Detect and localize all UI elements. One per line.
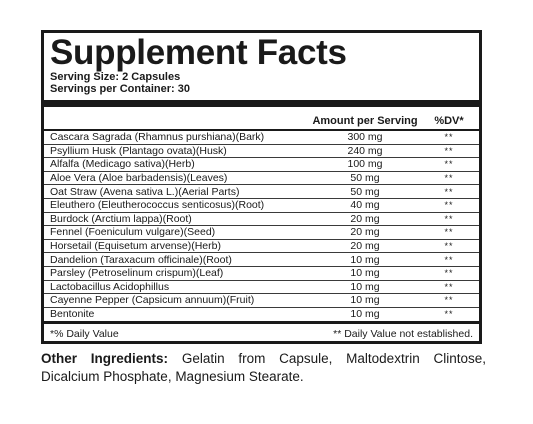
ingredient-amount: 10 mg	[350, 280, 380, 293]
ingredient-amount: 10 mg	[350, 253, 380, 266]
header-dv: %DV*	[434, 115, 464, 127]
table-row	[44, 226, 479, 240]
footnote-not-established: ** Daily Value not established.	[333, 327, 473, 340]
ingredient-dv: **	[444, 200, 454, 211]
panel-title: Supplement Facts	[50, 33, 347, 72]
table-row	[44, 281, 479, 295]
servings-per-container: Servings per Container: 30	[50, 83, 190, 95]
table-row	[44, 294, 479, 308]
table-header	[44, 107, 479, 131]
other-ingredients-text: Gelatin from Capsule, Maltodextrin Clintose, Dicalcium Phosphate, Magnesium Stearate.	[41, 351, 486, 384]
ingredient-amount: 10 mg	[350, 308, 380, 321]
footnote	[50, 328, 473, 340]
ingredient-dv: **	[444, 227, 454, 238]
ingredient-dv: **	[444, 295, 454, 306]
ingredient-dv: **	[444, 241, 454, 252]
ingredient-dv: **	[444, 309, 454, 320]
header-amount: Amount per Serving	[312, 115, 418, 127]
ingredient-name: Psyllium Husk (Plantago ovata)(Husk)	[50, 144, 227, 157]
ingredient-name: Aloe Vera (Aloe barbadensis)(Leaves)	[50, 172, 228, 185]
ingredient-amount: 50 mg	[350, 172, 380, 185]
ingredient-name: Cascara Sagrada (Rhamnus purshiana)(Bark)	[50, 131, 265, 144]
ingredient-dv: **	[444, 254, 454, 265]
ingredient-dv: **	[444, 213, 454, 224]
ingredient-amount: 20 mg	[350, 212, 380, 225]
ingredient-dv: **	[444, 186, 454, 197]
serving-size: Serving Size: 2 Capsules	[50, 71, 181, 83]
ingredient-name: Horsetail (Equisetum arvense)(Herb)	[50, 240, 221, 253]
ingredient-name: Burdock (Arctium lappa)(Root)	[50, 212, 192, 225]
table-row	[44, 240, 479, 254]
table-row	[44, 172, 479, 186]
ingredient-name: Eleuthero (Eleutherococcus senticosus)(Root)	[50, 199, 265, 212]
other-ingredients-label: Other Ingredients:	[41, 351, 169, 366]
ingredient-amount: 50 mg	[350, 185, 380, 198]
ingredient-amount: 100 mg	[347, 158, 383, 171]
ingredient-amount: 240 mg	[347, 144, 383, 157]
table-row	[44, 199, 479, 213]
ingredient-dv: **	[444, 173, 454, 184]
table-row	[44, 267, 479, 281]
ingredient-amount: 40 mg	[350, 199, 380, 212]
supplement-facts-panel	[41, 30, 482, 344]
ingredient-name: Bentonite	[50, 308, 95, 321]
ingredient-name: Oat Straw (Avena sativa L.)(Aerial Parts)	[50, 185, 240, 198]
ingredient-amount: 300 mg	[347, 131, 383, 144]
ingredient-table	[50, 131, 473, 324]
table-row	[44, 158, 479, 172]
footnote-daily-value: *% Daily Value	[50, 327, 119, 340]
ingredient-dv: **	[444, 268, 454, 279]
ingredient-amount: 20 mg	[350, 226, 380, 239]
ingredient-name: Lactobacillus Acidophillus	[50, 280, 170, 293]
table-row	[44, 308, 479, 324]
table-row	[44, 145, 479, 159]
ingredient-amount: 10 mg	[350, 267, 380, 280]
ingredient-amount: 10 mg	[350, 294, 380, 307]
thick-divider	[44, 100, 479, 107]
other-ingredients	[41, 350, 486, 386]
table-row	[44, 131, 479, 145]
ingredient-name: Fennel (Foeniculum vulgare)(Seed)	[50, 226, 216, 239]
ingredient-amount: 20 mg	[350, 240, 380, 253]
ingredient-name: Dandelion (Taraxacum officinale)(Root)	[50, 253, 232, 266]
ingredient-name: Alfalfa (Medicago sativa)(Herb)	[50, 158, 195, 171]
ingredient-dv: **	[444, 159, 454, 170]
ingredient-dv: **	[444, 281, 454, 292]
ingredient-name: Parsley (Petroselinum crispum)(Leaf)	[50, 267, 224, 280]
ingredient-dv: **	[444, 145, 454, 156]
table-row	[44, 253, 479, 267]
ingredient-dv: **	[444, 132, 454, 143]
ingredient-name: Cayenne Pepper (Capsicum annuum)(Fruit)	[50, 294, 255, 307]
table-row	[44, 185, 479, 199]
table-row	[44, 213, 479, 227]
